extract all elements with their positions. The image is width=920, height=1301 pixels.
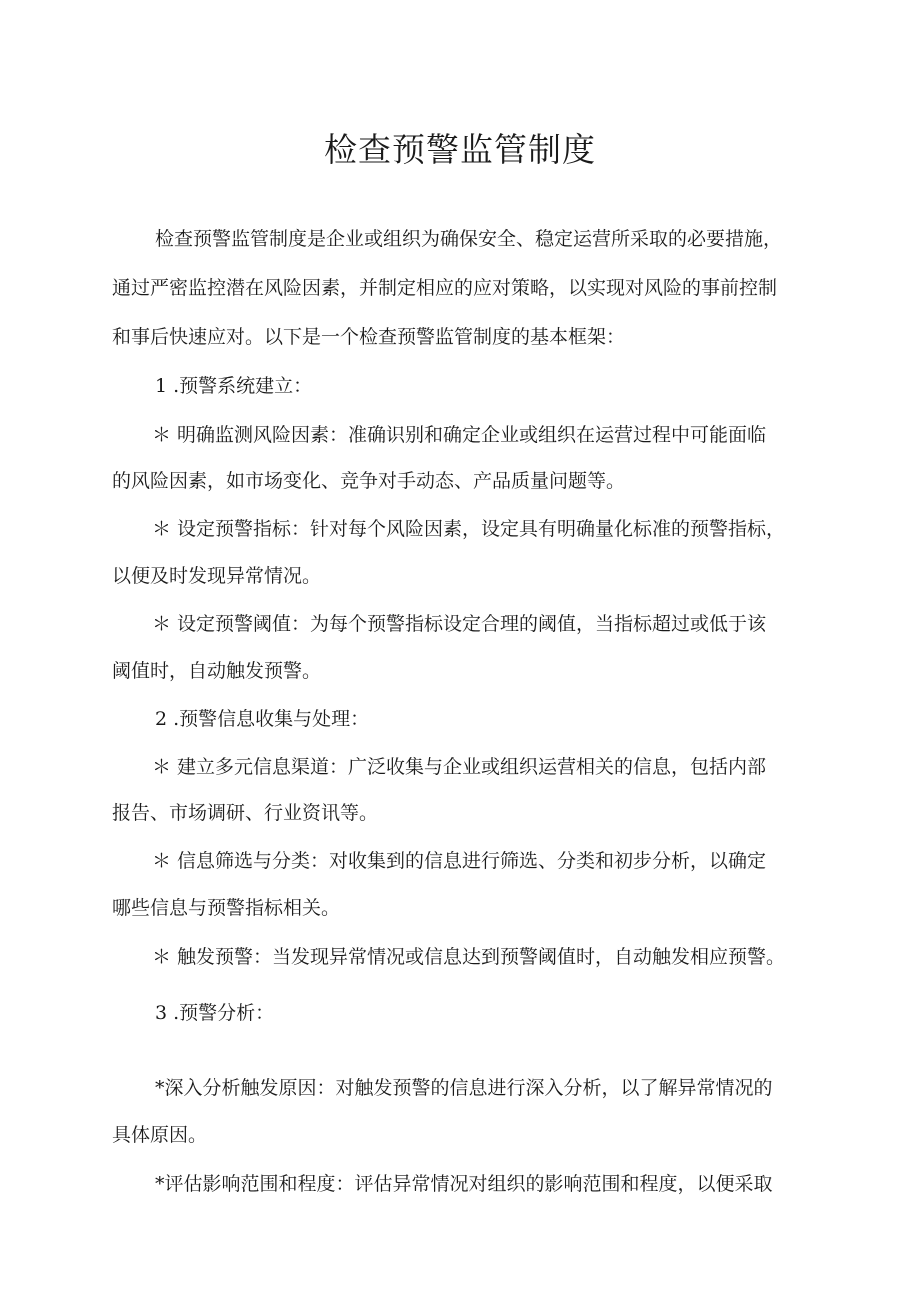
- document-title: 检查预警监管制度: [324, 130, 596, 169]
- list-item-4-line-2: 报告、市场调研、行业资讯等。: [112, 802, 379, 824]
- list-item-8-line-1: *评估影响范围和程度：评估异常情况对组织的影响范围和程度，以便采取: [155, 1173, 773, 1195]
- paragraph-intro-line-3: 和事后快速应对。以下是一个检查预警监管制度的基本框架：: [112, 326, 626, 348]
- list-item-2-line-1: ＊ 设定预警指标：针对每个风险因素，设定具有明确量化标准的预警指标，: [152, 518, 786, 540]
- paragraph-intro-line-1: 检查预警监管制度是企业或组织为确保安全、稳定运营所采取的必要措施，: [155, 228, 783, 250]
- list-item-7-line-1: *深入分析触发原因：对触发预警的信息进行深入分析，以了解异常情况的: [155, 1077, 773, 1099]
- list-item-3-line-1: ＊ 设定预警阈值：为每个预警指标设定合理的阈值，当指标超过或低于该: [152, 613, 767, 635]
- section-heading-3: 3 .预警分析：: [155, 1002, 275, 1024]
- section-heading-1: 1 .预警系统建立：: [155, 375, 313, 397]
- paragraph-intro-line-2: 通过严密监控潜在风险因素，并制定相应的应对策略，以实现对风险的事前控制: [112, 277, 778, 299]
- list-item-5-line-1: ＊ 信息筛选与分类：对收集到的信息进行筛选、分类和初步分析，以确定: [152, 850, 767, 872]
- list-item-7-line-2: 具体原因。: [112, 1124, 208, 1146]
- list-item-6-line-1: ＊ 触发预警：当发现异常情况或信息达到预警阈值时，自动触发相应预警。: [152, 946, 786, 968]
- list-item-1-line-2: 的风险因素，如市场变化、竞争对手动态、产品质量问题等。: [112, 470, 626, 492]
- list-item-3-line-2: 阈值时，自动触发预警。: [112, 660, 322, 682]
- section-heading-2: 2 .预警信息收集与处理：: [155, 708, 370, 730]
- list-item-2-line-2: 以便及时发现异常情况。: [112, 565, 322, 587]
- list-item-1-line-1: ＊ 明确监测风险因素：准确识别和确定企业或组织在运营过程中可能面临: [152, 424, 767, 446]
- list-item-5-line-2: 哪些信息与预警指标相关。: [112, 897, 341, 919]
- list-item-4-line-1: ＊ 建立多元信息渠道：广泛收集与企业或组织运营相关的信息，包括内部: [152, 756, 767, 778]
